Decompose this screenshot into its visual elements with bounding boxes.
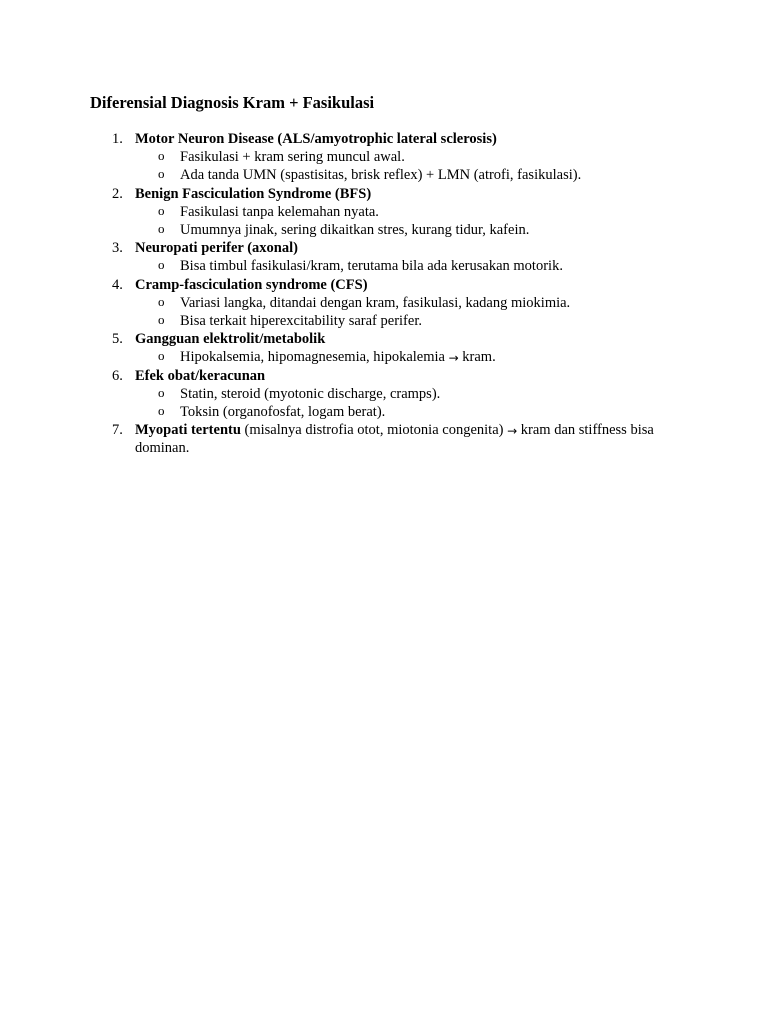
item-title: Benign Fasciculation Syndrome (BFS): [135, 185, 372, 202]
bullet-text: Fasikulasi tanpa kelemahan nyata.: [180, 203, 379, 220]
item-title: Myopati tertentu: [135, 422, 241, 439]
bullet-text: Bisa timbul fasikulasi/kram, terutama bila ada kerusakan motorik.: [180, 258, 563, 275]
item-number: 3.: [112, 240, 123, 257]
bullet-marker: o: [158, 384, 165, 400]
item-text: kram dan stiffness bisa dominan.: [135, 422, 654, 457]
bullet-item: [0, 221, 768, 239]
item-heading: [135, 421, 660, 457]
item-number: 2.: [112, 185, 123, 202]
bullet-marker: o: [158, 312, 165, 328]
item-title: Efek obat/keracunan: [135, 367, 266, 384]
bullet-item: [0, 148, 768, 166]
list-item: [0, 421, 768, 457]
bullet-marker: o: [158, 148, 165, 164]
item-number: 6.: [112, 367, 123, 384]
bullet-list: [0, 348, 768, 366]
list-item: [0, 330, 768, 366]
bullet-item: [0, 385, 768, 403]
item-number: 5.: [112, 331, 123, 348]
bullet-text-part: kram.: [462, 349, 496, 366]
arrow-icon: →: [448, 351, 459, 366]
bullet-item: [0, 312, 768, 330]
bullet-marker: o: [158, 221, 165, 237]
bullet-text: Toksin (organofosfat, logam berat).: [180, 404, 386, 421]
list-item: [0, 185, 768, 240]
bullet-marker: o: [158, 348, 165, 364]
bullet-text: [180, 348, 740, 366]
numbered-list: [0, 130, 768, 458]
list-item: [0, 367, 768, 422]
bullet-text: Bisa terkait hiperexcitability saraf perifer.: [180, 313, 422, 330]
bullet-marker: o: [158, 293, 165, 309]
item-heading: [135, 185, 660, 203]
bullet-list: [0, 203, 768, 239]
item-heading: [135, 367, 660, 385]
bullet-item: [0, 294, 768, 312]
bullet-item: [0, 348, 768, 366]
bullet-text: Umumnya jinak, sering dikaitkan stres, kurang tidur, kafein.: [180, 222, 530, 239]
bullet-marker: o: [158, 257, 165, 273]
item-title: Gangguan elektrolit/metabolik: [135, 331, 326, 348]
list-item: [0, 130, 768, 185]
item-number: 1.: [112, 131, 123, 147]
bullet-item: [0, 166, 768, 184]
item-number: 7.: [112, 422, 123, 439]
item-title: Cramp-fasciculation syndrome (CFS): [135, 276, 368, 293]
bullet-marker: o: [158, 166, 165, 182]
item-text: (misalnya distrofia otot, miotonia congenita): [240, 422, 508, 439]
item-title: Neuropati perifer (axonal): [135, 240, 298, 257]
item-heading: [135, 276, 660, 294]
item-heading: [135, 130, 660, 148]
bullet-text: Variasi langka, ditandai dengan kram, fasikulasi, kadang miokimia.: [180, 294, 571, 311]
bullet-list: [0, 148, 768, 184]
item-heading: [135, 330, 660, 348]
bullet-item: [0, 257, 768, 275]
item-heading: [135, 239, 660, 257]
bullet-text: Fasikulasi + kram sering muncul awal.: [180, 149, 405, 166]
item-title: Motor Neuron Disease (ALS/amyotrophic lateral sclerosis): [135, 131, 497, 147]
bullet-marker: o: [158, 202, 165, 218]
list-item: [0, 239, 768, 275]
bullet-text: Ada tanda UMN (spastisitas, brisk reflex) + LMN (atrofi, fasikulasi).: [180, 167, 582, 184]
bullet-list: [0, 257, 768, 275]
document-title: Diferensial Diagnosis Kram + Fasikulasi: [90, 93, 375, 112]
bullet-marker: o: [158, 403, 165, 419]
bullet-list: [0, 294, 768, 330]
bullet-text: Statin, steroid (myotonic discharge, cramps).: [180, 385, 441, 402]
bullet-text-part: Hipokalsemia, hipomagnesemia, hipokalemia: [180, 349, 445, 366]
item-number: 4.: [112, 276, 123, 293]
arrow-icon: →: [507, 424, 518, 439]
bullet-list: [0, 385, 768, 421]
bullet-item: [0, 403, 768, 421]
list-item: [0, 276, 768, 331]
bullet-item: [0, 203, 768, 221]
